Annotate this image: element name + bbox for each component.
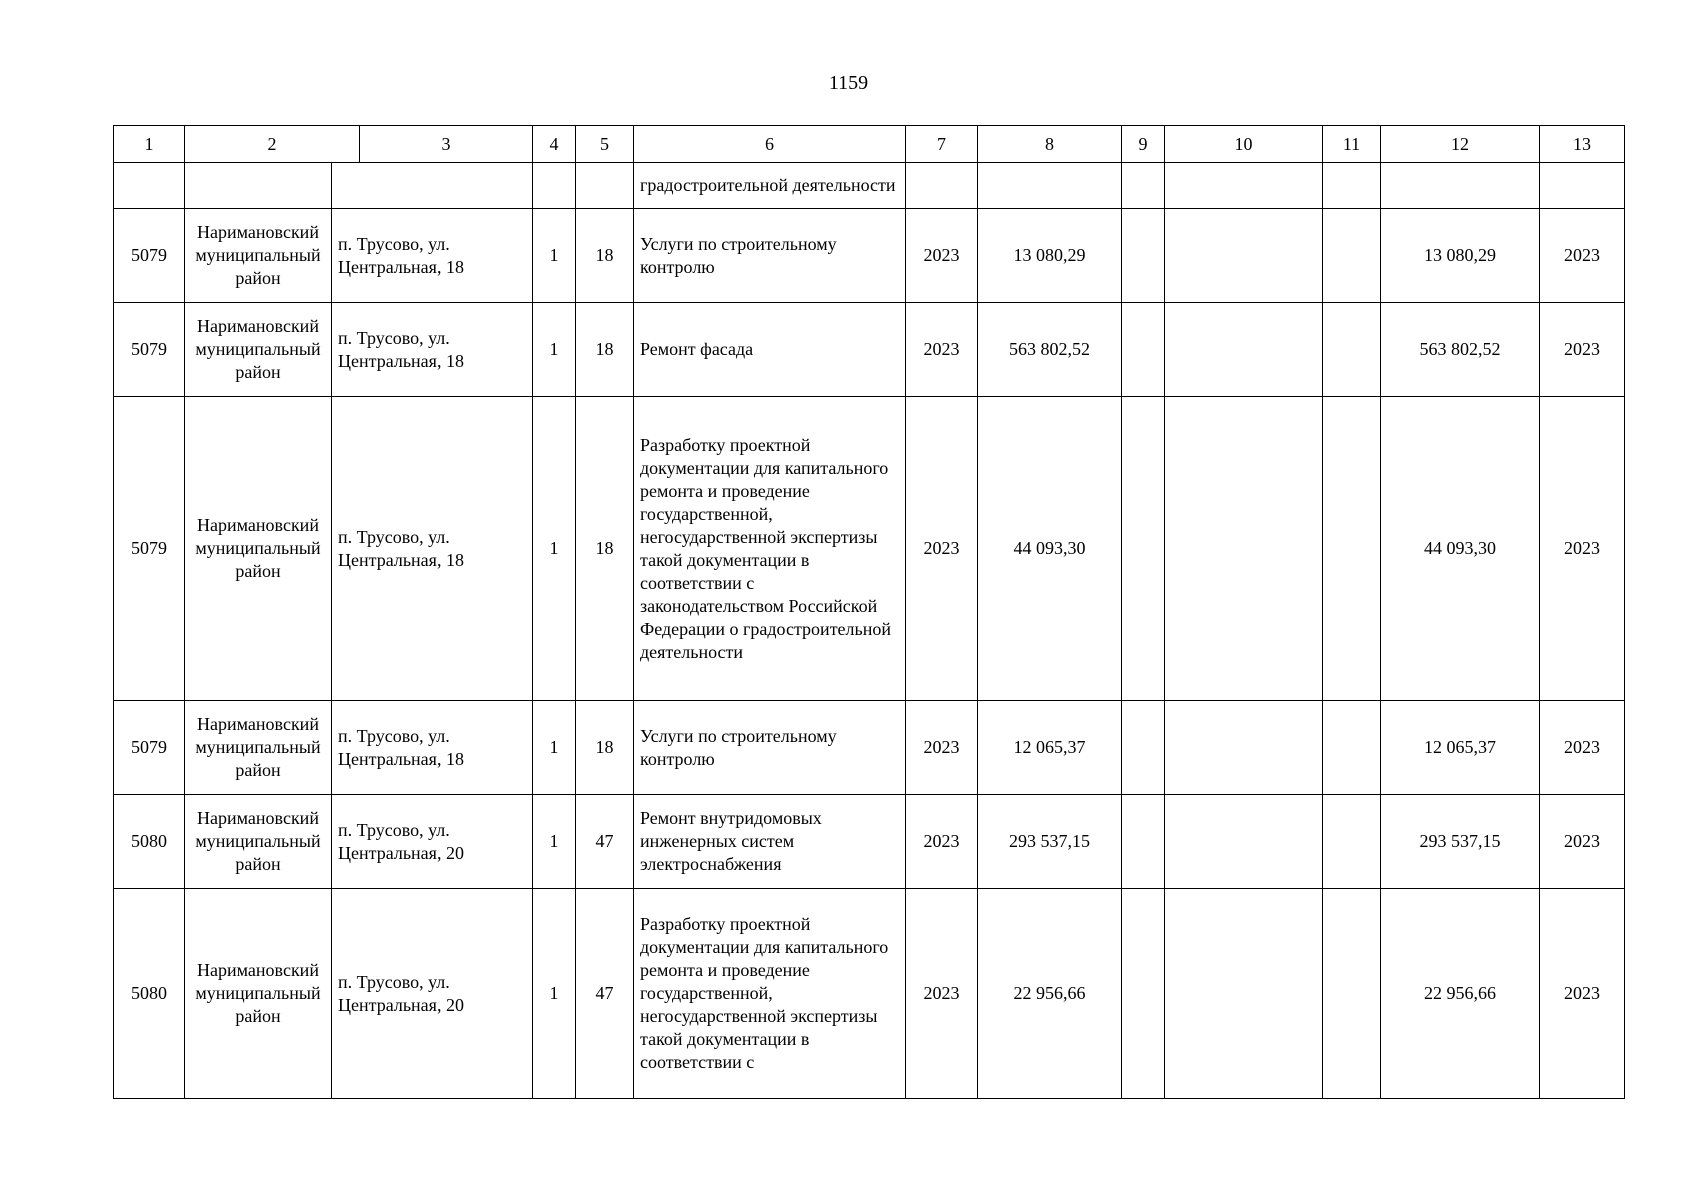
header-cell: 8 bbox=[978, 126, 1122, 163]
row-number: 5079 bbox=[114, 701, 185, 795]
address-cell: п. Трусово, ул. Центральная, 18 bbox=[332, 701, 533, 795]
cell-4: 1 bbox=[533, 701, 576, 795]
district-cell: Наримановский муниципальный район bbox=[185, 303, 332, 397]
header-cell: 10 bbox=[1165, 126, 1323, 163]
cell-11 bbox=[1323, 889, 1381, 1099]
table-row bbox=[114, 397, 1625, 701]
row-number: 5079 bbox=[114, 397, 185, 701]
cell-10 bbox=[1165, 303, 1323, 397]
cell-5: 47 bbox=[576, 889, 634, 1099]
address-cell: п. Трусово, ул. Центральная, 18 bbox=[332, 397, 533, 701]
total-cell: 13 080,29 bbox=[1381, 209, 1540, 303]
cell-11 bbox=[1323, 209, 1381, 303]
page-number: 1159 bbox=[828, 72, 869, 94]
work-type-cell: Ремонт внутридомовых инженерных систем электроснабжения bbox=[634, 795, 906, 889]
year-cell: 2023 bbox=[906, 397, 978, 701]
header-cell: 7 bbox=[906, 126, 978, 163]
header-cell: 2 bbox=[185, 126, 360, 162]
row-number: 5079 bbox=[114, 209, 185, 303]
cell-11 bbox=[1323, 397, 1381, 701]
cell-4: 1 bbox=[533, 889, 576, 1099]
year-cell: 2023 bbox=[906, 701, 978, 795]
cell-11 bbox=[1323, 795, 1381, 889]
cell-5: 18 bbox=[576, 303, 634, 397]
end-year-cell: 2023 bbox=[1540, 303, 1625, 397]
cell-4: 1 bbox=[533, 397, 576, 701]
cell-9 bbox=[1122, 701, 1165, 795]
table-row bbox=[114, 209, 1625, 303]
work-type-cell: Услуги по строительному контролю bbox=[634, 209, 906, 303]
table-row bbox=[114, 889, 1625, 1099]
cell-11 bbox=[1323, 303, 1381, 397]
year-cell: 2023 bbox=[906, 795, 978, 889]
table-row bbox=[114, 303, 1625, 397]
total-cell: 12 065,37 bbox=[1381, 701, 1540, 795]
header-cell: 13 bbox=[1540, 126, 1625, 163]
end-year-cell: 2023 bbox=[1540, 701, 1625, 795]
total-cell: 22 956,66 bbox=[1381, 889, 1540, 1099]
cell-11 bbox=[1323, 701, 1381, 795]
work-type-cell: Разработку проектной документации для капитального ремонта и проведение государственной, негосударственной экспертизы такой документации в соответствии с bbox=[634, 889, 906, 1099]
header-cell: 4 bbox=[549, 133, 559, 154]
cell-10 bbox=[1165, 397, 1323, 701]
cell-5: 47 bbox=[576, 795, 634, 889]
continuation-row bbox=[114, 163, 1625, 209]
district-cell: Наримановский муниципальный район bbox=[185, 889, 332, 1099]
row-number: 5079 bbox=[114, 303, 185, 397]
end-year-cell: 2023 bbox=[1540, 889, 1625, 1099]
header-cell: 5 bbox=[576, 126, 634, 163]
total-cell: 293 537,15 bbox=[1381, 795, 1540, 889]
row-number: 5080 bbox=[114, 795, 185, 889]
district-cell: Наримановский муниципальный район bbox=[185, 795, 332, 889]
total-cell: 563 802,52 bbox=[1381, 303, 1540, 397]
header-cell: 3 bbox=[360, 126, 533, 162]
year-cell: 2023 bbox=[906, 209, 978, 303]
cell-9 bbox=[1122, 397, 1165, 701]
row-number: 5080 bbox=[114, 889, 185, 1099]
cell-9 bbox=[1122, 889, 1165, 1099]
year-cell: 2023 bbox=[906, 889, 978, 1099]
address-cell: п. Трусово, ул. Центральная, 20 bbox=[332, 889, 533, 1099]
cost-cell: 12 065,37 bbox=[978, 701, 1122, 795]
header-cell: 6 bbox=[634, 126, 906, 163]
work-type-cell: Разработку проектной документации для капитального ремонта и проведение государственной, негосударственной экспертизы такой документации в соответствии с законодательством Российской Федерации о градостроительной деятельности bbox=[634, 397, 906, 701]
cost-cell: 22 956,66 bbox=[978, 889, 1122, 1099]
year-cell: 2023 bbox=[906, 303, 978, 397]
table-row bbox=[114, 701, 1625, 795]
end-year-cell: 2023 bbox=[1540, 795, 1625, 889]
data-table bbox=[113, 125, 1625, 1099]
end-year-cell: 2023 bbox=[1540, 209, 1625, 303]
cell-4: 1 bbox=[533, 795, 576, 889]
cost-cell: 563 802,52 bbox=[978, 303, 1122, 397]
header-cell: 11 bbox=[1323, 126, 1381, 163]
end-year-cell: 2023 bbox=[1540, 397, 1625, 701]
cell-10 bbox=[1165, 889, 1323, 1099]
work-type-cell: Услуги по строительному контролю bbox=[634, 701, 906, 795]
header-cell: 12 bbox=[1381, 126, 1540, 163]
address-cell: п. Трусово, ул. Центральная, 20 bbox=[332, 795, 533, 889]
district-cell: Наримановский муниципальный район bbox=[185, 397, 332, 701]
cost-cell: 44 093,30 bbox=[978, 397, 1122, 701]
cell-5: 18 bbox=[576, 209, 634, 303]
continuation-text: градостроительной деятельности bbox=[634, 163, 906, 209]
header-cell: 1 bbox=[114, 126, 185, 163]
district-cell: Наримановский муниципальный район bbox=[185, 701, 332, 795]
cost-cell: 293 537,15 bbox=[978, 795, 1122, 889]
header-cell-group bbox=[185, 126, 576, 163]
header-cell: 9 bbox=[1122, 126, 1165, 163]
work-type-cell: Ремонт фасада bbox=[634, 303, 906, 397]
cell-9 bbox=[1122, 795, 1165, 889]
cost-cell: 13 080,29 bbox=[978, 209, 1122, 303]
header-row bbox=[114, 126, 1625, 163]
total-cell: 44 093,30 bbox=[1381, 397, 1540, 701]
cell-4: 1 bbox=[533, 209, 576, 303]
address-cell: п. Трусово, ул. Центральная, 18 bbox=[332, 303, 533, 397]
cell-10 bbox=[1165, 701, 1323, 795]
cell-9 bbox=[1122, 209, 1165, 303]
table-row bbox=[114, 795, 1625, 889]
cell-5: 18 bbox=[576, 701, 634, 795]
cell-5: 18 bbox=[576, 397, 634, 701]
cell-4: 1 bbox=[533, 303, 576, 397]
cell-10 bbox=[1165, 209, 1323, 303]
cell-9 bbox=[1122, 303, 1165, 397]
address-cell: п. Трусово, ул. Центральная, 18 bbox=[332, 209, 533, 303]
cell-10 bbox=[1165, 795, 1323, 889]
district-cell: Наримановский муниципальный район bbox=[185, 209, 332, 303]
